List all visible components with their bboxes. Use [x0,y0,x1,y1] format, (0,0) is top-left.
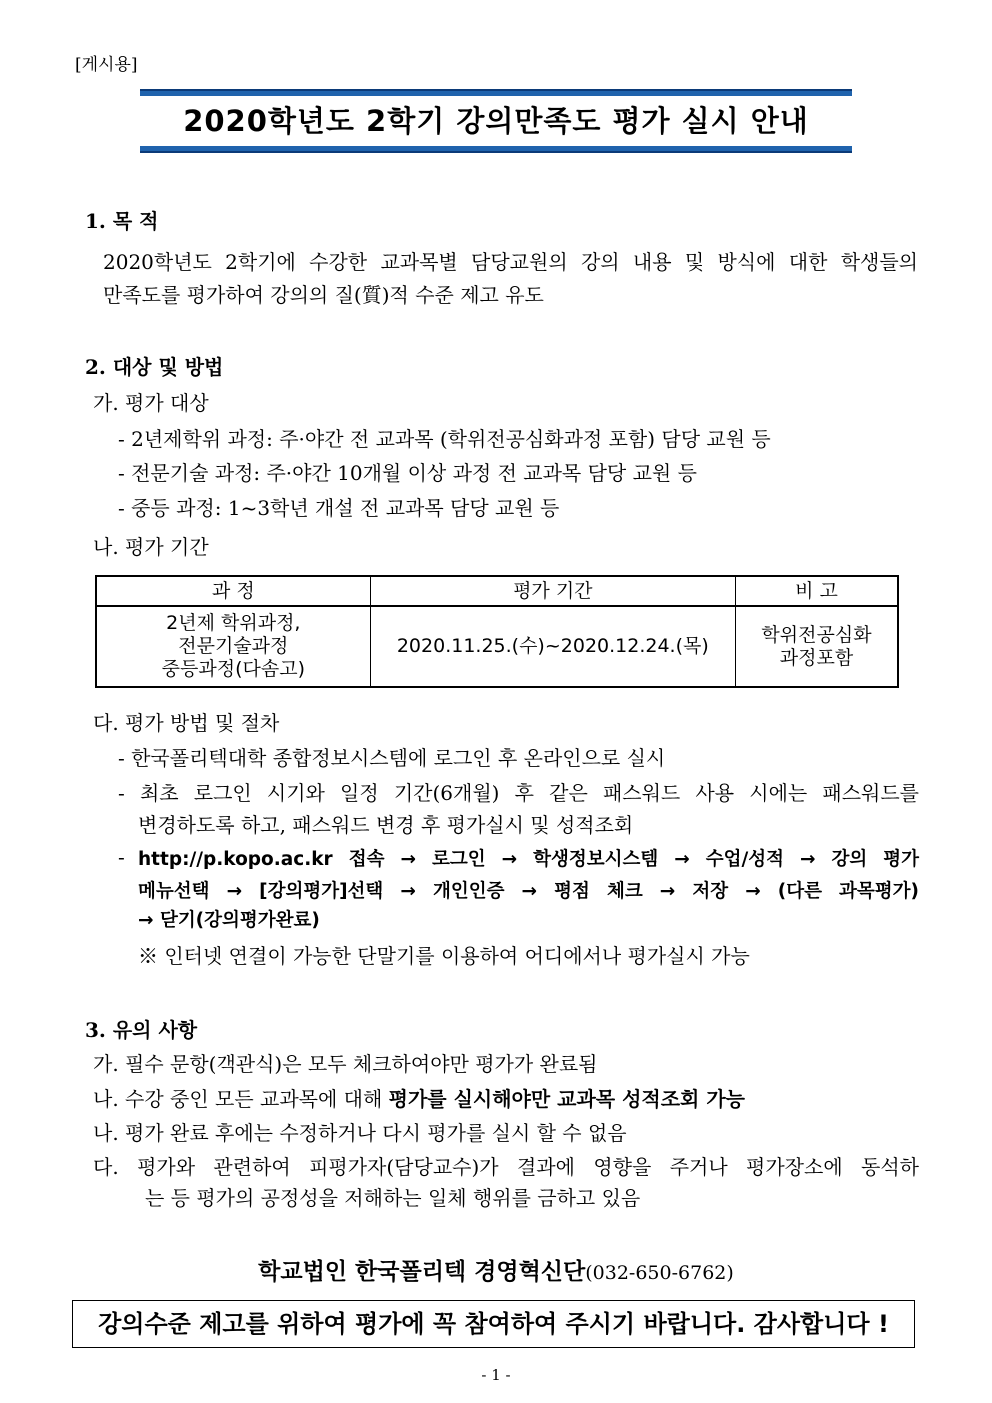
caution-item-4-line-1: 다. 평가와 관련하여 피평가자(담당교수)가 결과에 영향을 주거나 평가장소에 동석하 [93,1155,919,1179]
period-label: 나. 평가 기간 [93,535,209,559]
title-bar-top [140,89,852,96]
page-number: - 1 - [481,1366,511,1384]
course-line-1: 2년제 학위과정, [166,612,301,634]
target-item-3: - 중등 과정: 1~3학년 개설 전 교과목 담당 교원 등 [118,496,560,520]
caution-item-2-text: 나. 수강 중인 모든 교과목에 대해 [93,1087,389,1111]
org-phone: (032-650-6762) [585,1262,734,1284]
note-line-1: 학위전공심화 [761,623,872,646]
page-title: 2020학년도 2학기 강의만족도 평가 실시 안내 [183,104,809,138]
course-cell [96,606,370,687]
title-bar-bottom [140,146,852,153]
method-item-1: - 한국폴리텍대학 종합정보시스템에 로그인 후 온라인으로 실시 [118,746,666,770]
section-2-heading: 2. 대상 및 방법 [85,355,224,379]
target-item-2: - 전문기술 과정: 주·야간 10개월 이상 과정 전 교과목 담당 교원 등 [118,461,697,485]
footer-organization [0,1253,992,1286]
procedure-line-1: http://p.kopo.ac.kr 접속 → 로그인 → 학생정보시스템 → 수업/성적 → 강의 평가 [138,849,919,870]
procedure-line-3: → 닫기(강의평가완료) [138,910,320,931]
caution-item-2-emphasis: 평가를 실시해야만 교과목 성적조회 가능 [388,1087,745,1111]
method-item-2-line-2: 변경하도록 하고, 패스워드 변경 후 평가실시 및 성적조회 [138,813,634,837]
note-cell [735,606,898,687]
section-3-heading: 3. 유의 사항 [85,1018,198,1042]
evaluation-period-table [95,575,899,688]
closing-message-box: 강의수준 제고를 위하여 평가에 꼭 참여하여 주시기 바랍니다. 감사합니다 ! [72,1300,915,1348]
caution-item-4-line-2: 는 등 평가의 공정성을 저해하는 일체 행위를 금하고 있음 [145,1186,641,1210]
note-line-2: 과정포함 [779,646,854,669]
caution-item-1: 가. 필수 문항(객관식)은 모두 체크하여야만 평가가 완료됨 [93,1052,598,1076]
course-line-2: 전문기술과정 [178,635,289,657]
period-cell: 2020.11.25.(수)~2020.12.24.(목) [370,606,735,687]
title-banner [140,89,852,151]
internet-note: ※ 인터넷 연결이 가능한 단말기를 이용하여 어디에서나 평가실시 가능 [138,944,750,968]
caution-item-2 [93,1083,745,1112]
notice-tag: [게시용] [75,55,138,75]
method-label: 다. 평가 방법 및 절차 [93,711,280,735]
section-1-heading: 1. 목 적 [85,209,159,233]
header-period: 평가 기간 [370,576,735,606]
header-course: 과 정 [96,576,370,606]
table-header-row [96,576,898,606]
caution-item-3: 나. 평가 완료 후에는 수정하거나 다시 평가를 실시 할 수 없음 [93,1121,627,1145]
purpose-line-1: 2020학년도 2학기에 수강한 교과목별 담당교원의 강의 내용 및 방식에 대한 학생들의 [103,250,918,274]
table-row [96,606,898,687]
course-line-3: 중등과정(다솜고) [161,658,305,680]
header-note: 비 고 [735,576,898,606]
method-item-3-dash: - [118,845,125,869]
purpose-line-2: 만족도를 평가하여 강의의 질(質)적 수준 제고 유도 [103,283,544,307]
org-name: 학교법인 한국폴리텍 경영혁신단 [258,1259,586,1285]
target-label: 가. 평가 대상 [93,391,209,415]
procedure-line-2: 메뉴선택 → [강의평가]선택 → 개인인증 → 평점 체크 → 저장 → (다른 과목평가) [138,881,919,902]
target-item-1: - 2년제학위 과정: 주·야간 전 교과목 (학위전공심화과정 포함) 담당 교원 등 [118,427,771,451]
method-item-2-line-1: - 최초 로그인 시기와 일정 기간(6개월) 후 같은 패스워드 사용 시에는 패스워드를 [118,781,919,805]
